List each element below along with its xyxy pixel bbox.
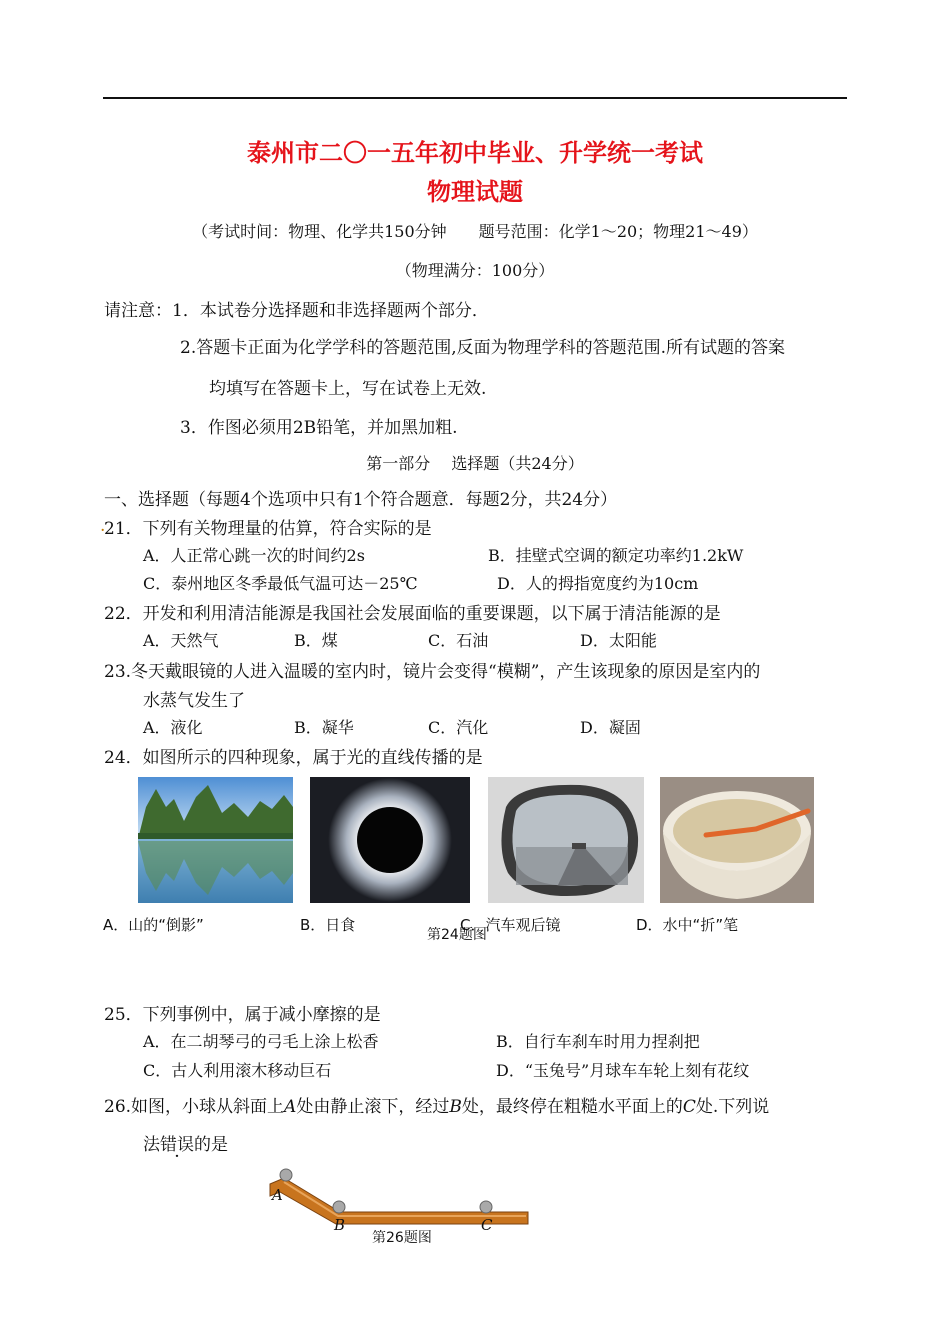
point-a-label: A: [284, 1097, 297, 1117]
q25-option-c: C．古人利用滚木移动巨石: [143, 1061, 332, 1080]
q25-option-b: B．自行车刹车时用力捏刹把: [496, 1032, 700, 1051]
q22-option-c: C．石油: [428, 631, 489, 650]
q23-option-c: C．汽化: [428, 718, 489, 737]
q24-caption-b: B．日食: [300, 916, 356, 934]
q23-stem-line-1: 23.冬天戴眼镜的人进入温暖的室内时，镜片会变得“模糊”，产生该现象的原因是室内的: [104, 662, 761, 682]
q22-stem: 22．开发和利用清洁能源是我国社会发展面临的重要课题，以下属于清洁能源的是: [104, 604, 721, 624]
q24-caption-c: C．汽车观后镜: [460, 916, 561, 934]
q25-stem: 25．下列事例中，属于减小摩擦的是: [104, 1005, 381, 1025]
q21-option-a: A．人正常心跳一次的时间约2s: [143, 546, 365, 565]
q24-caption-d: D．水中“折”笔: [636, 916, 739, 934]
paper-subtitle: 物理试题: [427, 177, 523, 206]
q23-option-b: B．凝华: [294, 718, 354, 737]
q22-option-a: A．天然气: [143, 631, 219, 650]
mountain-reflection-photo: [138, 777, 293, 903]
exam-title: 泰州市二〇一五年初中毕业、升学统一考试: [247, 138, 703, 167]
q23-stem-line-2: 水蒸气发生了: [143, 691, 245, 711]
q26-stem-line-1: 26.如图，小球从斜面上A处由静止滚下，经过B处，最终停在粗糙水平面上的C处.下列说: [104, 1097, 770, 1117]
section-heading: 一、选择题（每题4个选项中只有1个符合题意．每题2分，共24分）: [104, 490, 618, 510]
ramp-point-b: B: [334, 1216, 346, 1234]
emphasis-wrong: 错误: [160, 1135, 194, 1155]
exam-info: （考试时间：物理、化学共150分钟 题号范围：化学1～20；物理21～49）: [192, 222, 758, 241]
note-2-line-2: 均填写在答题卡上，写在试卷上无效.: [209, 379, 487, 399]
ball-b: [333, 1201, 345, 1213]
q23-option-a: A．液化: [143, 718, 203, 737]
ramp-point-c: C: [481, 1216, 493, 1234]
q21-option-b: B．挂壁式空调的额定功率约1.2kW: [488, 546, 744, 565]
q25-option-a: A．在二胡琴弓的弓毛上涂上松香: [143, 1032, 379, 1051]
ramp-point-a: A: [272, 1186, 283, 1204]
q24-caption-a: A．山的“倒影”: [103, 916, 204, 934]
q26-stem-line-2: 法错误的是: [143, 1135, 228, 1155]
note-2-line-1: 2.答题卡正面为化学学科的答题范围,反面为物理学科的答题范围.所有试题的答案: [180, 338, 786, 358]
solar-eclipse-photo: [310, 777, 470, 903]
point-b-label: B: [449, 1097, 462, 1117]
q25-option-d: D．“玉兔号”月球车车轮上刻有花纹: [496, 1061, 750, 1080]
top-rule: [103, 97, 847, 99]
part1-heading: 第一部分 选择题（共24分）: [366, 454, 584, 473]
q26-figure-caption: 第26题图: [372, 1230, 432, 1246]
q21-stem: . 21．下列有关物理量的估算，符合实际的是: [100, 516, 432, 539]
point-c-label: C: [682, 1097, 696, 1117]
q24-stem: 24．如图所示的四种现象，属于光的直线传播的是: [104, 748, 483, 768]
q24-figure-caption: 第24题图: [427, 927, 487, 943]
q23-option-d: D．凝固: [580, 718, 641, 737]
q21-option-c: C．泰州地区冬季最低气温可达－25℃: [143, 574, 418, 593]
full-score: （物理满分：100分）: [395, 261, 555, 280]
notes-prefix: 请注意：: [104, 301, 172, 321]
car-mirror-photo: [488, 777, 644, 903]
note-3: 3．作图必须用2B铅笔，并加黑加粗.: [180, 418, 458, 438]
bent-pencil-bowl-photo: [660, 777, 814, 903]
q22-option-b: B．煤: [294, 631, 338, 650]
q21-option-d: D．人的拇指宽度约为10cm: [497, 574, 699, 593]
notes-line-1: [104, 296, 489, 321]
ball-a: [280, 1169, 292, 1181]
note-1: 1．本试卷分选择题和非选择题两个部分．: [172, 301, 489, 321]
q22-option-d: D．太阳能: [580, 631, 657, 650]
ball-c: [480, 1201, 492, 1213]
